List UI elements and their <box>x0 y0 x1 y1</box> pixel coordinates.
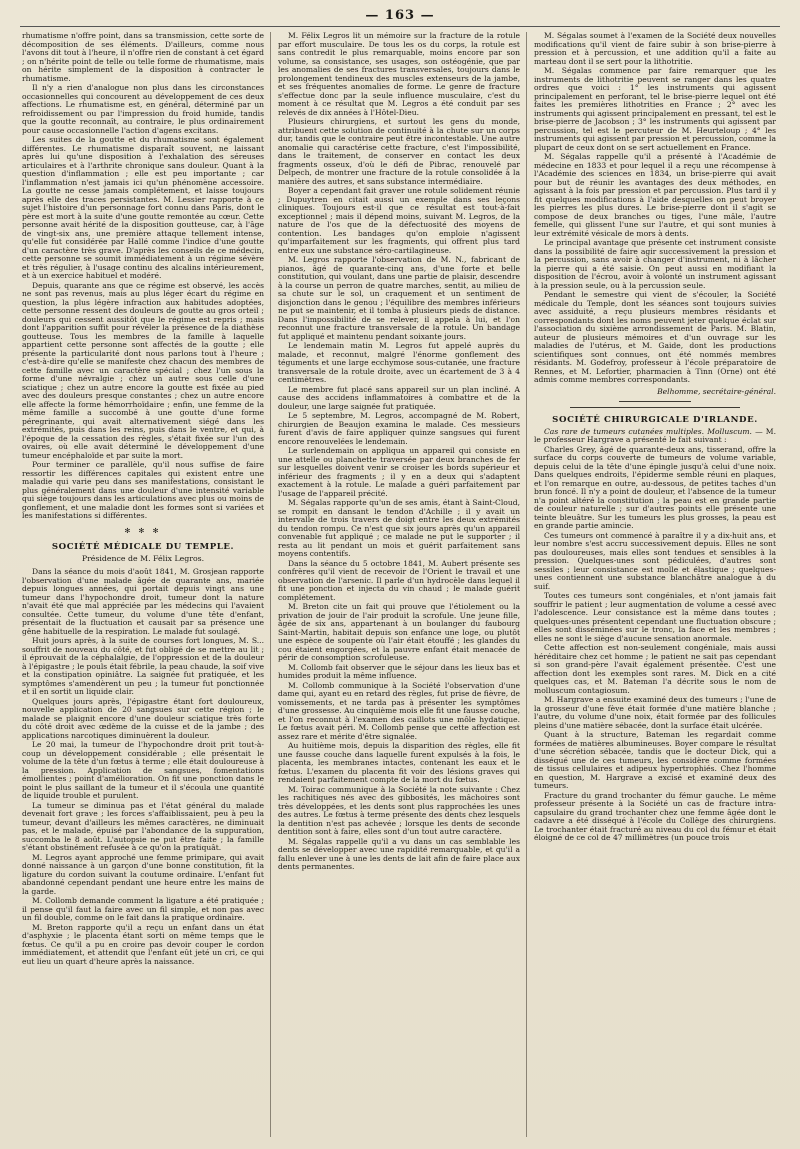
paragraph: Pour terminer ce parallèle, qu'il nous suffise de faire ressortir les différences capitales qui existent entre une maladie qui varie peu dans ses manifestations, consistant le plus généralement dans une douleur d'une intensité variable qui siège toujours dans les articulations avec plus ou moins de gonflement, et une maladie dont les formes sont si variées et les manifestations si différentes. <box>22 460 264 520</box>
column-3 <box>534 32 776 1140</box>
paragraph: Le surlendemain on appliqua un appareil qui consiste en une attelle ou planchette traversée par deux branches de fer sur lesquelles doivent venir se croiser les bords supérieur et inférieur des fragments ; il y en a deux qui s'adaptent exactement à la rotule. Le malade a guéri parfaitement par l'usage de l'appareil précité. <box>278 446 520 498</box>
paragraph: M. Toirac communique à la Société la note suivante : Chez les rachitiques nés avec des gibbosités, les mâchoires sont très développées, et les dents sont plus rapprochées les unes des autres. Le fœtus à terme présente des dents chez lesquels la dentition n'est pas achevée ; lorsque les dents de seconde dentition sont à faire, elles sont d'un tout autre caractère. <box>278 784 520 836</box>
paragraph: M. Félix Legros lit un mémoire sur la fracture de la rotule par effort musculaire. De tous les os du corps, la rotule est sans contredit le plus remarquable, moins encore par son volume, sa consistance, ses usages, son ostéogénie, que par les anomalies de ses fractures transversales, toujours dans le prolongement tendineux des muscles extenseurs de la jambe, et ses fréquentes anomalies de forme. Le genre de fracture s'effectue donc par la seule influence musculaire, c'est du moment à ce résultat que M. Legros a été conduit par ses relevés de dix années à l'Hôtel-Dieu. <box>278 32 520 117</box>
paragraph: M. Ségalas rappelle qu'il a vu dans un cas semblable les dents se développer avec une rapidité remarquable, et qu'il a fallu enlever une à une les dents de lait afin de faire place aux dents permanentes. <box>278 836 520 871</box>
column-separator <box>526 32 527 1137</box>
section-heading: SOCIÉTÉ MÉDICALE DU TEMPLE. <box>51 542 235 552</box>
paragraph: M. Collomb demande comment la ligature a été pratiquée ; il pense qu'il faut la faire avec un fil simple, et non pas avec un fil double, comme on le fait dans la pratique ordinaire. <box>22 896 264 922</box>
paragraph: Charles Grey, âgé de quarante-deux ans, tisserand, offre la surface du corps couverte de tumeurs de volume variable, depuis celui de la tête d'une épingle jusqu'à celui d'une noix. Dans quelques endroits, l'épiderme semble réuni en plaques, et l'on remarque en outre, au-dessous, de petites taches d'un brun foncé. Il n'y a point de douleur, et l'absence de la tumeur n'a point altéré la constitution ; la peau est en grande partie de couleur naturelle ; sur d'autres points elle présente une teinte bleuâtre. Sur les tumeurs les plus grosses, la peau est en grande partie amincie. <box>534 444 776 530</box>
paragraph: M. Breton rapporte qu'il a reçu un enfant dans un état d'asphyxie ; le placenta étant sorti on même temps que le fœtus. Ce qu'il a pu en croire pas devoir couper le cordon immédiatement, et attendit que l'enfant eût jeté un cri, ce qui eut lieu un quart d'heure après la naissance. <box>22 922 264 966</box>
case-intro: — M. le professeur Hargrave a présenté le fait suivant : <box>534 426 776 444</box>
paragraph: Cette affection est non-seulement congéniale, mais aussi héréditaire chez cet homme ; le patient ne sait pas cependant si son grand-père l'avait également présentée. C'est une affection dont les exemples sont rares. M. Dick en a cité quelques cas, et M. Bateman l'a décrite sous le nom de molluscum contagiosum. <box>534 643 776 695</box>
paragraph: Ces tumeurs ont commencé à paraître il y a dix-huit ans, et leur nombre s'est accru successivement depuis. Elles ne sont pas douloureuses, mais elles sont tendues et sensibles à la pression. Quelques-unes sont pédiculées, d'autres sont sessiles ; leur consistance est molle et élastique ; quelques-unes contiennent une substance blanchâtre analogue à du suif. <box>534 530 776 591</box>
page-number: — 163 — <box>365 8 435 23</box>
paragraph: Quelques jours après, l'épigastre étant fort douloureux, nouvelle application de 20 sangsues sur cette région ; le malade se plaignit encore d'une douleur sciatique très forte du côté droit avec œdème de la cuisse et de la jambe ; des applications narcotiques diminuèrent la douleur. <box>22 696 264 740</box>
paragraph: Fracture du grand trochanter du fémur gauche. Le même professeur présente à la Société un cas de fracture intra-capsulaire du grand trochanter chez une femme âgée dont le cadavre a été disséqué à l'école du Collège des chirurgiens. Le trochanter était fracturé au niveau du col du fémur et était éloigné de ce col de 47 millimètres (un pouce trois <box>534 790 776 842</box>
paragraph: M. Legros ayant approché une femme primipare, qui avait donné naissance à un garçon d'une bonne constitution, fit la ligature du cordon suivant la coutume ordinaire. L'enfant fut abandonné cependant pendant une heure entre les mains de la garde. <box>22 852 264 896</box>
paragraph: Le 20 mai, la tumeur de l'hypochondre droit prit tout-à-coup un développement considérable ; elle présentait le volume de la tête d'un fœtus à terme ; elle était douloureuse à la pression. Application de sangsues, fomentations émollientes ; point d'amélioration. On fit une ponction dans le point le plus saillant de la tumeur et il s'écoula une quantité de liquide trouble et purulent. <box>22 740 264 800</box>
paragraph: Boyer a cependant fait graver une rotule solidement réunie ; Dupuytren en citait aussi un exemple dans ses leçons cliniques. Toujours est-il que ce résultat est tout-à-fait exceptionnel ; mais il dépend moins, suivant M. Legros, de la nature de l'os que de la défectuosité des moyens de contention. Les bandages qu'on emploie n'agissent qu'imparfaitement sur les fragments, qui offrent plus tard entre eux une substance séro-cartilagineuse. <box>278 186 520 255</box>
paragraph: Le 5 septembre, M. Legros, accompagné de M. Robert, chirurgien de Beaujon examina le malade. Ces messieurs furent d'avis de faire appliquer quinze sangsues qui furent encore renouvelées le lendemain. <box>278 411 520 446</box>
paragraph: Les suites de la goutte et du rhumatisme sont également différentes. Le rhumatisme disparaît souvent, ne laissant après lui qu'une disposition à l'exhalation des séreuses articulaires et à l'arthrite chronique sans douleur. Quant à la question d'inflammation ; elle est peu importante ; car l'inflammation n'est jamais ici qu'un phénomène accessoire. La goutte ne cesse jamais complétement, et laisse toujours après elle des traces persistantes. M. Lessier rapporte à ce sujet l'histoire d'un personnage fort connu dans Paris, dont le père est mort à la suite d'une goutte remontée au cœur. Cette personne avait hérité de la disposition goutteuse, car, à l'âge de vingt-six ans, une première attaque tellement intense, qu'elle fut considérée par Hallé comme l'indice d'une goutte d'un caractère très grave. D'après les conseils de ce médecin, cette personne se soumit immédiatement à un régime sévère et très régulier, à l'usage continu des alcalins intérieurement, et à un exercice habituel et modéré. <box>22 135 264 280</box>
paragraph: rhumatisme n'offre point, dans sa transmission, cette sorte de décomposition de ses éléments. D'ailleurs, comme nous l'avons dit tout à l'heure, il n'offre rien de constant à cet égard ; on n'hérite point de telle ou telle forme de rhumatisme, mais on hérite simplement de la disposition à contracter le rhumatisme. <box>22 32 264 83</box>
paragraph: Huit jours après, à la suite de courses fort longues, M. S... souffrit de nouveau du côté, et fut obligé de se mettre au lit ; il éprouvait de la céphalalgie, de l'oppression et de la douleur à l'épigastre ; le pouls était fébrile, la peau chaude, la soif vive et la constipation opiniâtre. La saignée fut pratiquée, et les symptômes s'amendèrent un peu ; la tumeur fut ponctionnée et il en sortit un liquide clair. <box>22 636 264 696</box>
paragraph: M. Ségalas rappelle qu'il a présenté à l'Académie de médecine en 1833 et pour lequel il a reçu une récompense à l'Académie des sciences en 1834, un brise-pierre qui avait pour but de réunir les avantages des deux méthodes, en agissant à la fois par pression et par percussion. Plus tard il y fit quelques modifications à l'aide desquelles on peut broyer les pierres les plus dures. Le brise-pierre dont il s'agit se compose de deux branches ou tiges, l'une mâle, l'autre femelle, qui glissent l'une sur l'autre, et qui sont munies à leur extrémité vésicale de mors à dents. <box>534 152 776 238</box>
signature: Belhomme, secrétaire-général. <box>657 386 776 396</box>
paragraph: La tumeur se diminua pas et l'état général du malade devenait fort grave ; les forces s'affaiblissaient, peu à peu la tumeur, devant d'ailleurs les mêmes caractères, ne diminuait pas, et le malade, épuisé par l'abondance de la suppuration, succomba le 8 août. L'autopsie ne put être faite ; la famille s'étant obstinément refusée à ce qu'on la pratiquât. <box>22 800 264 852</box>
section-ornament: ✻ ✻ ✻ <box>124 526 162 535</box>
column-1 <box>22 32 264 1140</box>
paragraph: Toutes ces tumeurs sont congéniales, et n'ont jamais fait souffrir le patient ; leur augmentation de volume a cessé avec l'adolescence. Leur consistance est la même dans toutes ; quelques-unes présentent cependant une fluctuation obscure ; elles sont disséminées sur le tronc, la face et les membres ; elles ne sont le siège d'aucune sensation anormale. <box>534 591 776 643</box>
paragraph: M. Ségalas rapporte qu'un de ses amis, étant à Saint-Cloud, se rompit en dansant le tendon d'Achille ; il y avait un intervalle de trois travers de doigt entre les deux extrémités du tendon rompu. Ce n'est que six jours après qu'un appareil convenable fut appliqué ; ce malade ne put le supporter ; il resta au lit pendant un mois et guérit parfaitement sans moyens contentifs. <box>278 498 520 558</box>
section-subheading: Présidence de M. Félix Legros. <box>81 553 205 563</box>
section-heading: SOCIÉTÉ CHIRURGICALE D'IRLANDE. <box>552 415 758 425</box>
divider <box>570 407 739 408</box>
paragraph: Depuis, quarante ans que ce régime est observé, les accès ne sont pas revenus, mais au plus léger écart du régime en question, la plus légère infraction aux habitudes adoptées, cette personne ressent des douleurs de goutte au gros orteil ; douleurs qui cessent aussitôt que le régime est repris ; mais dont l'apparition suffit pour révéler la présence de la diathèse goutteuse. Tous les membres de la famille à laquelle appartient cette personne sont affectés de la goutte ; elle présente la particularité dont nous parlons tout à l'heure ; c'est-à-dire qu'elle se manifeste chez chacun des membres de cette famille avec un caractère spécial ; chez l'un sous la forme d'une névralgie ; chez un autre sous celle d'une sciatique ; chez un autre encore la goutte est fixée au pied avec des douleurs presque constantes ; chez un autre encore elle affecte la forme hémorrhoïdaire ; enfin, une femme de la même famille a succombé à une goutte d'une forme péregrinante, qui avait alternativement siégé dans les extrémités, puis dans les reins, puis dans le ventre, et qui, à l'époque de la cessation des règles, s'était fixée sur l'un des ovaires, où elle avait déterminé le développement d'une tumeur encéphaloïde et par suite la mort. <box>22 280 264 460</box>
paragraph: Plusieurs chirurgiens, et surtout les gens du monde, attribuent cette solution de continuité à la chute sur un corps dur, tandis que le contraire peut être incontestable. Une autre anomalie qui caractérise cette fracture, c'est l'impossibilité, dans le traitement, de conserver en contact les deux fragments osseux, d'où le défi de Pibrac, renouvelé par Delpech, de montrer une fracture de la rotule consolidée à la manière des autres, et sans substance intermédiaire. <box>278 117 520 186</box>
column-2 <box>278 32 520 1140</box>
paragraph: M. Breton cite un fait qui prouve que l'étiolement ou la privation de jouir de l'air produit la scrofule. Une jeune fille, âgée de six ans, appartenant à un boulanger du faubourg Saint-Martin, habitait depuis son enfance une loge, ou plutôt une espèce de soupente où l'air était étouffé ; les glandes du cou étaient engorgées, et la pauvre enfant était menacée de périr de consomption scrofuleuse. <box>278 602 520 662</box>
top-rule <box>20 26 780 27</box>
paragraph: M. Ségalas commence par faire remarquer que les instruments de lithotritie peuvent se ranger dans les quatre ordres que voici : 1° les instruments qui agissent principalement en perforant, tel le brise-pierre lequel ont été faites les premières lithotrities en France ; 2° avec les instruments qui agissent principalement en pressant, tel est le brise-pierre de Jacobson ; 3° les instruments qui agissent par percussion, tel est le percuteur de M. Heurteloup ; 4° les instruments qui agissent par pression et percussion, comme la plupart de ceux dont on se sert actuellement en France. <box>534 66 776 152</box>
paragraph: M. Legros rapporte l'observation de M. N., fabricant de pianos, âgé de quarante-cinq ans, d'une forte et belle constitution, qui voulant, dans une partie de plaisir, descendre à la course un perron de quatre marches, sentit, au milieu de sa chute sur le sol, un craquement et un sentiment de disjonction dans le genou ; l'équilibre des membres inférieurs ne put se maintenir, et il tomba à plusieurs pieds de distance. Dans l'impossibilité de se relever, il appela à lui, et l'on reconnut une fracture transversale de la rotule. Un bandage fut appliqué et maintenu pendant soixante jours. <box>278 255 520 341</box>
paragraph: Pendant le semestre qui vient de s'écouler, la Société médicale du Temple, dont les séances sont toujours suivies avec assiduité, a reçu plusieurs membres résidants et correspondants dont les noms peuvent jeter quelque éclat sur l'association du sixième arrondissement de Paris. M. Blatin, auteur de plusieurs mémoires et d'un ouvrage sur les maladies de l'utérus, et M. Gaide, dont les productions scientifiques sont connues, ont été nommés membres résidants. M. Godefroy, professeur à l'école préparatoire de Rennes, et M. Lefortier, pharmacien à Tinn (Orne) ont été admis comme membres correspondants. <box>534 290 776 384</box>
paragraph: Dans la séance du mois d'août 1841, M. Grosjean rapporte l'observation d'une malade âgée de quarante ans, mariée depuis longues années, qui portait depuis vingt ans une tumeur dans l'hypochondre droit, tumeur dont la nature n'avait été que mal appréciée par les médecins qui l'avaient consultée. Cette tumeur, du volume d'une tête d'enfant, présentait de la fluctuation et causait par sa présence une gêne habituelle de la respiration. Le malade fut soulagé. <box>22 567 264 636</box>
paragraph: Le lendemain matin M. Legros fut appelé auprès du malade, et reconnut, malgré l'énorme gonflement des téguments et une large ecchymose sous-cutanée, une fracture transversale de la rotule droite, avec un écartement de 3 à 4 centimètres. <box>278 341 520 384</box>
paragraph: M. Collomb communique à la Société l'observation d'une dame qui, ayant eu en retard des règles, fut prise de fièvre, de vomissements, et ne tarda pas à présenter les symptômes d'une grossesse. Au cinquième mois elle fit une fausse couche, et l'on reconnut à l'examen des caillots une môle hydatique. Le fœtus avait péri. M. Collomb pense que cette affection est assez rare et mérite d'être signalée. <box>278 680 520 741</box>
paragraph: Le principal avantage que présente cet instrument consiste dans la possibilité de faire agir successivement la pression et la percussion, sans avoir à changer d'instrument, ni à lâcher la pierre qui a été saisie. On peut aussi en modifiant la disposition de l'écrou, avoir à volonté un instrument agissant à la pression seule, ou à la percussion seule. <box>534 238 776 290</box>
case-title: Cas rare de tumeurs cutanées multiples. Molluscum. <box>544 426 752 436</box>
paragraph: Dans la séance du 5 octobre 1841, M. Aubert présente ses confrères qu'il vient de recevoir de l'Orient le travail et une observation de l'arsenic. Il parle d'un hydrocèle dans lequel il fit une ponction et injecta du vin chaud ; le malade guérit complétement. <box>278 558 520 602</box>
paragraph: Au huitième mois, depuis la disparition des règles, elle fit une fausse couche dans laquelle furent expulsés à la fois, le placenta, les membranes intactes, contenant les eaux et le fœtus. L'examen du placenta fit voir des lésions graves qui rendaient parfaitement compte de la mort du fœtus. <box>278 741 520 784</box>
column-separator <box>270 32 271 1137</box>
paragraph: M. Ségalas soumet à l'examen de la Société deux nouvelles modifications qu'il vient de faire subir à son brise-pierre à pression et à percussion, et une addition qu'il a faite au marteau dont il se sert pour la lithotritie. <box>534 32 776 66</box>
paragraph: Le membre fut placé sans appareil sur un plan incliné. A cause des accidens inflammatoires à combattre et de la douleur, une large saignée fut pratiquée. <box>278 384 520 411</box>
paragraph: M. Hargrave a ensuite examiné deux des tumeurs ; l'une de la grosseur d'une fève était formée d'une matière blanche ; l'autre, du volume d'une noix, était formée par des follicules pleins d'une matière sébacée, dont la surface était ulcérée. <box>534 695 776 730</box>
divider <box>619 401 692 402</box>
paragraph: Quant à la structure, Bateman les regardait comme formées de matières albumineuses. Boyer compare le résultat d'une sécrétion sébacée, tandis que le docteur Dick, qui a disséqué une de ces tumeurs, les considère comme formées de tissus cellulaires et adipeux hypertrophiés. Chez l'homme en question, M. Hargrave a excisé et examiné deux des tumeurs. <box>534 730 776 790</box>
paragraph: Il n'y a rien d'analogue non plus dans les circonstances occasionnelles qui concourent au développement de ces deux affections. Le rhumatisme est, en général, déterminé par un refroidissement ou par l'impression du froid humide, tandis que la goutte reconnaît, au contraire, le plus ordinairement pour cause occasionnelle l'action d'agens excitans. <box>22 83 264 135</box>
paragraph: M. Collomb fait observer que le séjour dans les lieux bas et humides produit la même influence. <box>278 662 520 680</box>
